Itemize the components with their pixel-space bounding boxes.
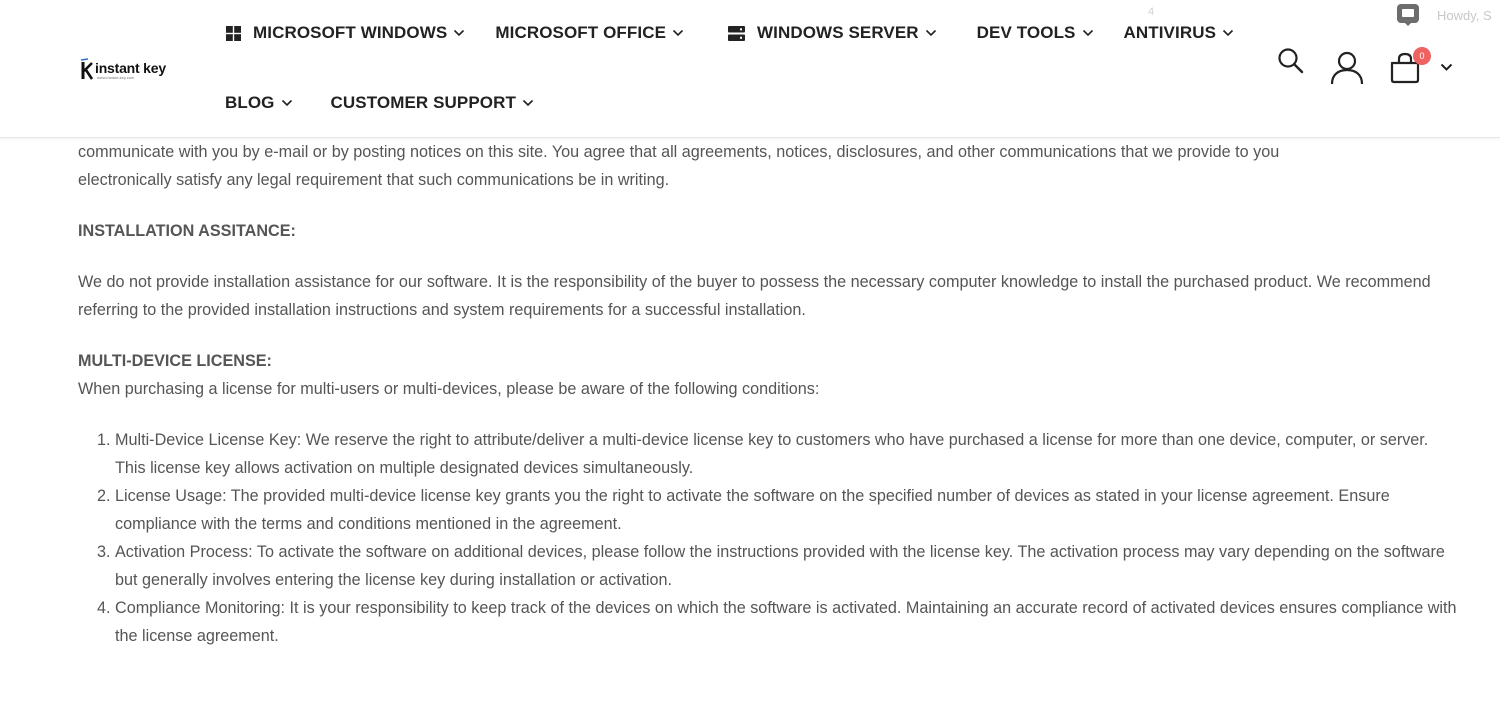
logo-k-icon <box>80 58 94 80</box>
server-icon <box>728 26 745 41</box>
main-nav-primary <box>226 20 1264 46</box>
admin-bar-count: 4 <box>1148 6 1155 18</box>
user-icon[interactable] <box>1329 50 1365 86</box>
nav-antivirus[interactable] <box>1124 23 1235 43</box>
nav-blog[interactable] <box>225 93 293 113</box>
chevron-down-icon <box>281 99 293 107</box>
chevron-down-icon <box>453 29 465 37</box>
nav-label: MICROSOFT WINDOWS <box>253 23 448 42</box>
installation-heading: INSTALLATION ASSITANCE: <box>78 222 296 240</box>
chevron-down-icon <box>522 99 534 107</box>
search-icon[interactable] <box>1277 47 1305 75</box>
conditions-list <box>78 426 1458 650</box>
nav-dev-tools[interactable] <box>977 23 1094 43</box>
list-item: 2. License Usage: The provided multi-device license key grants you the right to activate the software on the specified number of devices as stated in your license agreement. Ensure compliance with the terms and conditions mentioned in the agreement. <box>115 482 1458 538</box>
comment-icon[interactable] <box>1396 3 1420 27</box>
site-header <box>0 0 1500 138</box>
list-item: 1. Multi-Device License Key: We reserve the right to attribute/deliver a multi-device license key to customers who have purchased a license for more than one device, computer, or server. This license key allows activation on multiple designated devices simultaneously. <box>115 426 1458 482</box>
nav-label: WINDOWS SERVER <box>757 23 919 42</box>
nav-label: ANTIVIRUS <box>1123 23 1217 42</box>
nav-windows-server[interactable] <box>728 23 937 43</box>
logo-text: instant key <box>95 60 166 76</box>
logo-url: www.instant-key.com <box>97 75 135 80</box>
installation-paragraph: We do not provide installation assistance for our software. It is the responsibility of the buyer to possess the necessary computer knowledge to install the purchased product. We recommend referring to the provided installation instructions and system requirements for a successful installation. <box>78 273 1431 319</box>
admin-greeting[interactable]: Howdy, S <box>1437 8 1492 23</box>
intro-line: communicate with you by e-mail or by posting notices on this site. You agree that all agreements, notices, disclosures, and other communications that we provide to you <box>78 143 1280 161</box>
nav-label: MICROSOFT OFFICE <box>495 23 667 42</box>
cart-count-badge: 0 <box>1413 47 1431 65</box>
list-item: 3. Activation Process: To activate the software on additional devices, please follow the instructions provided with the license key. The activation process may vary depending on the software but generally involves entering the license key during installation or activation. <box>115 538 1458 594</box>
intro-line: electronically satisfy any legal requirement that such communications be in writing. <box>78 171 670 189</box>
nav-microsoft-office[interactable] <box>495 23 684 43</box>
multi-device-intro: When purchasing a license for multi-users or multi-devices, please be aware of the following conditions: <box>78 380 820 398</box>
nav-microsoft-windows[interactable] <box>226 23 465 43</box>
nav-label: DEV TOOLS <box>976 23 1076 42</box>
multi-device-heading: MULTI-DEVICE LICENSE: <box>78 352 272 370</box>
windows-logo-icon <box>226 26 241 41</box>
chevron-down-icon <box>1082 29 1094 37</box>
nav-label: BLOG <box>225 93 275 112</box>
terms-content <box>78 110 1458 650</box>
chevron-down-icon <box>672 29 684 37</box>
nav-label: CUSTOMER SUPPORT <box>330 93 516 112</box>
site-logo[interactable] <box>80 54 166 80</box>
nav-customer-support[interactable] <box>331 93 534 113</box>
chevron-down-icon[interactable] <box>1440 63 1453 72</box>
chevron-down-icon <box>1222 29 1234 37</box>
chevron-down-icon <box>925 29 937 37</box>
list-item: 4. Compliance Monitoring: It is your responsibility to keep track of the devices on which the software is activated. Maintaining an accurate record of activated devices ensures compliance with the license agreement. <box>115 594 1458 650</box>
main-nav-secondary <box>225 90 564 116</box>
